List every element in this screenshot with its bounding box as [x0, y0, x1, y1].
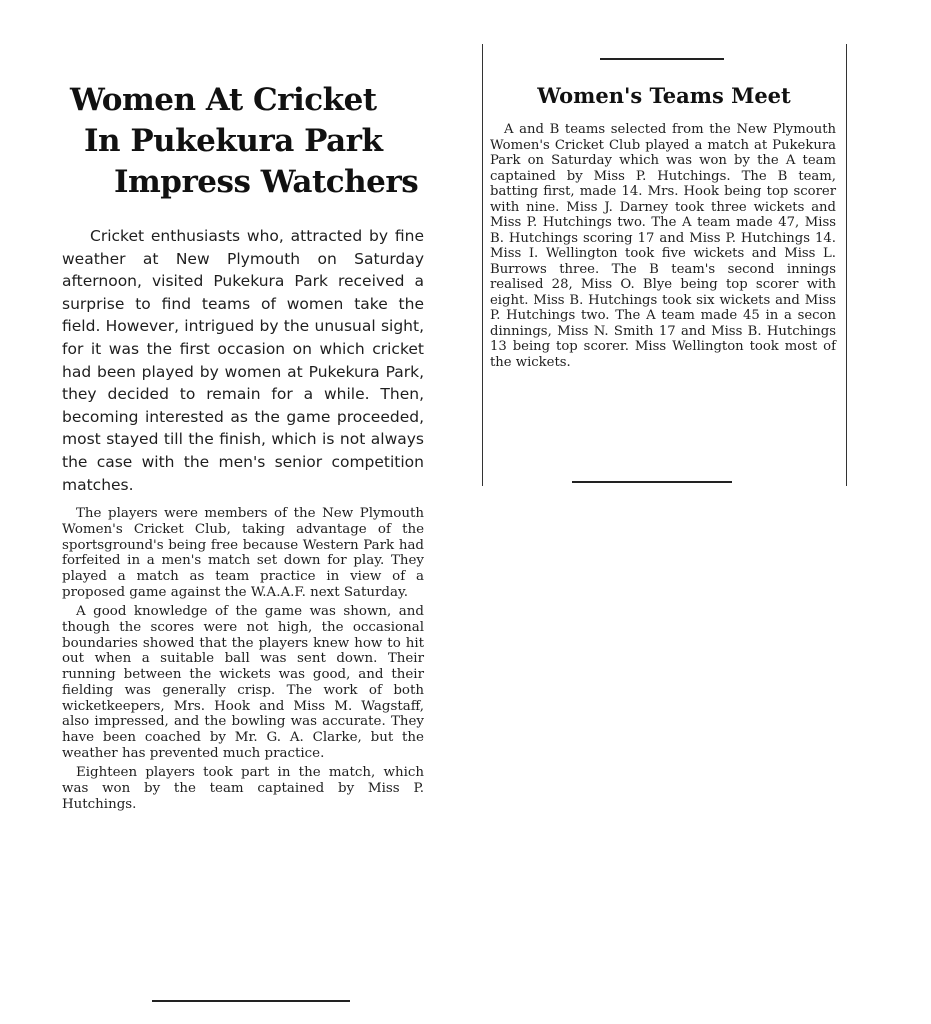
left-headline-line-2: In Pukekura Park [84, 123, 383, 159]
left-article [62, 80, 424, 812]
left-headline [62, 80, 424, 203]
right-article [482, 44, 846, 370]
left-body-paragraph-1: The players were members of the New Plymouth Women's Cricket Club, taking advantage of the sportsground's being free because Western Park had forfeited in a men's match set down for play. They played a match as team practice in view of a proposed game against the W.A.A.F. next Saturday. [62, 506, 424, 600]
left-headline-line-1: Women At Cricket [70, 82, 377, 118]
left-body-paragraph-2: A good knowledge of the game was shown, and though the scores were not high, the occasional boundaries showed that the players knew how to hit out when a suitable ball was sent down. Their running between the wickets was good, and their fielding was generally crisp. The work of both wicketkeepers, Mrs. Hook and Miss M. Wagstaff, also impressed, and the bowling was accurate. They have been coached by Mr. G. A. Clarke, but the weather has prevented much practice. [62, 604, 424, 761]
right-article-end-rule [572, 481, 732, 483]
left-body-paragraph-3: Eighteen players took part in the match, which was won by the team captained by Miss P. Hutchings. [62, 765, 424, 812]
right-headline: Women's Teams Meet [537, 83, 791, 108]
left-headline-line-3: Impress Watchers [114, 164, 419, 200]
left-article-end-rule [152, 1000, 350, 1002]
left-lede-paragraph: Cricket enthusiasts who, attracted by fine weather at New Plymouth on Saturday afternoon, visited Pukekura Park received a surprise to find teams of women take the field. However, intrigued by the unusual sight, for it was the first occasion on which cricket had been played by women at Pukekura Park, they decided to remain for a while. Then, becoming interested as the game proceeded, most stayed till the finish, which is not always the case with the men's senior competition matches. [62, 227, 424, 494]
right-column-right-rule [846, 44, 847, 486]
right-body-paragraph: A and B teams selected from the New Plymouth Women's Cricket Club played a match at Pukekura Park on Saturday which was won by the A team captained by Miss P. Hutchings. The B team, batting first, made 14. Mrs. Hook being top scorer with nine. Miss J. Darney took three wickets and Miss P. Hutchings two. The A team made 47, Miss B. Hutchings scoring 17 and Miss P. Hutchings 14. Miss I. Wellington took five wickets and Miss L. Burrows three. The B team's second innings realised 28, Miss O. Blye being top scorer with eight. Miss B. Hutchings took six wickets and Miss P. Hutchings two. The A team made 45 in a secon dinnings, Miss N. Smith 17 and Miss B. Hutchings 13 being top scorer. Miss Wellington took most of the wickets. [490, 122, 836, 370]
